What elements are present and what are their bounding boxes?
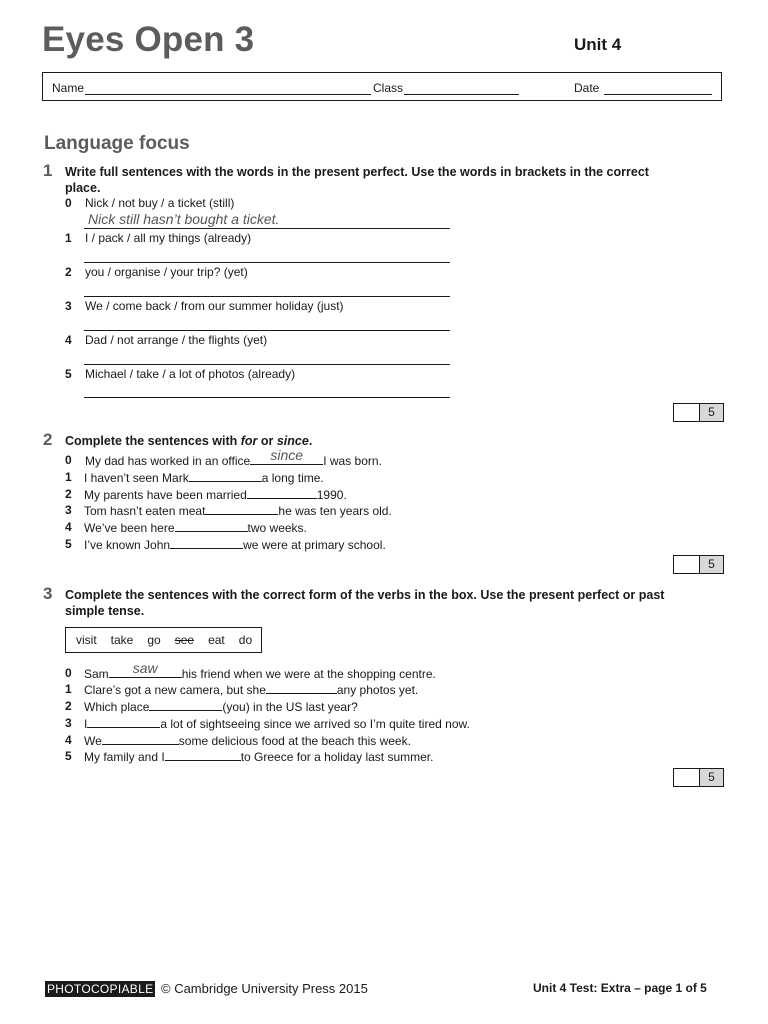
q1-score-box bbox=[673, 403, 724, 422]
q3-gap-3[interactable] bbox=[87, 716, 160, 728]
item-before: Which place bbox=[84, 700, 150, 714]
item-after: to Greece for a holiday last summer. bbox=[240, 750, 434, 764]
q1-answer-line-4[interactable] bbox=[84, 363, 450, 365]
q2-item-2 bbox=[65, 487, 347, 502]
item-before: I bbox=[84, 717, 88, 731]
item-after: we were at primary school. bbox=[243, 538, 386, 552]
item-before: My dad has worked in an office bbox=[85, 454, 251, 468]
class-line[interactable] bbox=[404, 83, 519, 95]
item-number: 2 bbox=[65, 487, 72, 501]
item-after: his friend when we were at the shopping centre. bbox=[181, 667, 436, 681]
item-prompt: We / come back / from our summer holiday (just) bbox=[85, 299, 344, 313]
q2-number: 2 bbox=[43, 430, 53, 449]
q1-instruction: Write full sentences with the words in the present perfect. Use the words in brackets in the correct place. bbox=[65, 165, 649, 195]
q2-item-4 bbox=[65, 520, 307, 535]
box-word: visit bbox=[76, 633, 97, 647]
item-prompt: you / organise / your trip? (yet) bbox=[85, 265, 248, 279]
q3-item-0 bbox=[65, 660, 436, 681]
item-after: some delicious food at the beach this week. bbox=[178, 734, 411, 748]
verb-word-box bbox=[65, 627, 262, 653]
q3-item-4 bbox=[65, 733, 411, 748]
q2-gap-0[interactable] bbox=[250, 447, 323, 465]
q1-answer-line-5[interactable] bbox=[84, 396, 450, 398]
box-word-used: see bbox=[174, 633, 195, 647]
q1-item-3 bbox=[65, 299, 344, 313]
q2-gap-3[interactable] bbox=[205, 503, 278, 515]
q1-answer-line-2[interactable] bbox=[84, 295, 450, 297]
item-before: Clare’s got a new camera, but she bbox=[84, 683, 266, 697]
date-line[interactable] bbox=[604, 83, 712, 95]
name-field[interactable] bbox=[52, 81, 371, 95]
q1-item-5 bbox=[65, 367, 295, 381]
score-input[interactable] bbox=[674, 769, 700, 786]
q2-word-for: for bbox=[240, 434, 258, 448]
q1-item-1 bbox=[65, 231, 251, 245]
item-prompt: Dad / not arrange / the flights (yet) bbox=[85, 333, 268, 347]
q3-number: 3 bbox=[43, 584, 53, 603]
item-after: a long time. bbox=[261, 471, 324, 485]
student-info-box bbox=[42, 72, 722, 101]
q2-gap-5[interactable] bbox=[170, 537, 243, 549]
item-number: 0 bbox=[65, 453, 72, 467]
item-before: Tom hasn’t eaten meat bbox=[84, 504, 206, 518]
box-word: eat bbox=[208, 633, 225, 647]
item-number: 4 bbox=[65, 333, 72, 347]
q1-item-0 bbox=[65, 196, 234, 210]
photocopiable-badge: PHOTOCOPIABLE bbox=[47, 982, 154, 996]
date-label: Date bbox=[574, 81, 600, 95]
q3-gap-1[interactable] bbox=[266, 682, 337, 694]
item-number: 0 bbox=[65, 666, 72, 680]
item-before: My family and I bbox=[84, 750, 165, 764]
section-title: Language focus bbox=[44, 133, 190, 154]
gap-answer: since bbox=[270, 447, 304, 463]
q3-score-box bbox=[673, 768, 724, 787]
q1-answer-line-3[interactable] bbox=[84, 329, 450, 331]
item-number: 3 bbox=[65, 503, 72, 517]
score-input[interactable] bbox=[674, 404, 700, 421]
q2-item-1 bbox=[65, 470, 324, 485]
q2-gap-1[interactable] bbox=[189, 470, 262, 482]
item-after: (you) in the US last year? bbox=[222, 700, 358, 714]
score-total: 5 bbox=[700, 556, 723, 573]
item-number: 2 bbox=[65, 699, 72, 713]
q1-item-4 bbox=[65, 333, 267, 347]
q2-instruction-text: Complete the sentences with bbox=[65, 434, 241, 448]
item-after: I was born. bbox=[323, 454, 382, 468]
unit-label: Unit 4 bbox=[574, 35, 622, 54]
item-prompt: I / pack / all my things (already) bbox=[85, 231, 252, 245]
item-before: I haven’t seen Mark bbox=[84, 471, 189, 485]
class-label: Class bbox=[373, 81, 404, 95]
item-number: 1 bbox=[65, 231, 72, 245]
q3-item-3 bbox=[65, 716, 470, 731]
q2-instruction-end: . bbox=[308, 434, 313, 448]
q3-gap-2[interactable] bbox=[149, 699, 222, 711]
q2-item-0 bbox=[65, 447, 382, 468]
q2-item-5 bbox=[65, 537, 386, 552]
item-number: 5 bbox=[65, 537, 72, 551]
q3-gap-0[interactable] bbox=[109, 660, 182, 678]
box-word: go bbox=[147, 633, 161, 647]
box-word: do bbox=[238, 633, 253, 647]
item-number: 3 bbox=[65, 716, 72, 730]
item-after: any photos yet. bbox=[336, 683, 419, 697]
page-indicator: Unit 4 Test: Extra – page 1 of 5 bbox=[533, 981, 707, 995]
item-before: Sam bbox=[84, 667, 109, 681]
q1-answer-line-0[interactable] bbox=[84, 227, 450, 229]
copyright-notice: © Cambridge University Press 2015 bbox=[161, 981, 368, 996]
q3-instruction: Complete the sentences with the correct form of the verbs in the box. Use the present perfect or past simple tense. bbox=[65, 588, 665, 618]
book-title: Eyes Open 3 bbox=[42, 20, 255, 59]
item-before: We’ve been here bbox=[84, 521, 175, 535]
item-before: We bbox=[84, 734, 102, 748]
q1-answer-line-1[interactable] bbox=[84, 261, 450, 263]
item-number: 5 bbox=[65, 749, 72, 763]
item-after: he was ten years old. bbox=[278, 504, 392, 518]
q1-item-2 bbox=[65, 265, 248, 279]
q3-item-2 bbox=[65, 699, 358, 714]
item-after: 1990. bbox=[316, 488, 347, 502]
item-number: 0 bbox=[65, 196, 72, 210]
q3-item-1 bbox=[65, 682, 418, 697]
q2-score-box bbox=[673, 555, 724, 574]
item-prompt: Michael / take / a lot of photos (already) bbox=[85, 367, 296, 381]
class-field[interactable] bbox=[373, 81, 519, 95]
score-input[interactable] bbox=[674, 556, 700, 573]
item-after: a lot of sightseeing since we arrived so I’m quite tired now. bbox=[160, 717, 470, 731]
item-before: I’ve known John bbox=[84, 538, 171, 552]
item-before: My parents have been married bbox=[84, 488, 247, 502]
q3-gap-5[interactable] bbox=[165, 749, 241, 761]
item-number: 5 bbox=[65, 367, 72, 381]
q2-instruction-or: or bbox=[257, 434, 277, 448]
score-total: 5 bbox=[700, 404, 723, 421]
name-line[interactable] bbox=[85, 83, 371, 95]
q2-word-since: since bbox=[276, 434, 309, 448]
item-number: 4 bbox=[65, 733, 72, 747]
item-number: 4 bbox=[65, 520, 72, 534]
q3-gap-4[interactable] bbox=[102, 733, 179, 745]
item-number: 1 bbox=[65, 682, 72, 696]
name-label: Name bbox=[52, 81, 85, 95]
item-number: 1 bbox=[65, 470, 72, 484]
q1-example-answer: Nick still hasn’t bought a ticket. bbox=[88, 211, 280, 227]
q2-item-3 bbox=[65, 503, 392, 518]
item-number: 3 bbox=[65, 299, 72, 313]
date-field[interactable] bbox=[574, 81, 712, 95]
gap-answer: saw bbox=[132, 660, 158, 676]
q2-gap-4[interactable] bbox=[175, 520, 248, 532]
q1-number: 1 bbox=[43, 161, 53, 180]
q2-gap-2[interactable] bbox=[247, 487, 317, 499]
score-total: 5 bbox=[700, 769, 723, 786]
item-prompt: Nick / not buy / a ticket (still) bbox=[85, 196, 235, 210]
item-number: 2 bbox=[65, 265, 72, 279]
item-after: two weeks. bbox=[247, 521, 307, 535]
q3-item-5 bbox=[65, 749, 433, 764]
box-word: take bbox=[110, 633, 134, 647]
